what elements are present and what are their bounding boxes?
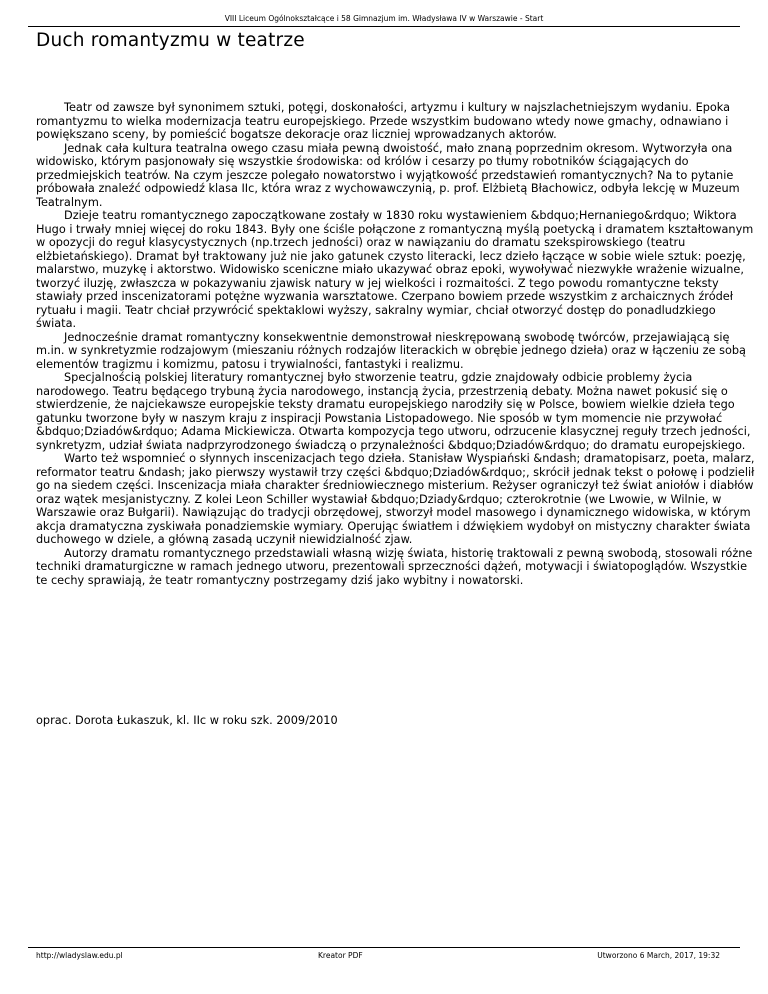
footer-divider [28,947,740,948]
article-paragraph: Jednocześnie dramat romantyczny konsekwentnie demonstrował nieskrępowaną swobodę twórców, przejawiającą się m.in. w synkretyzmie rodzajowym (mieszaniu różnych rodzajów literackich w obrębie jednego dzieła) oraz w łączeniu ze sobą elementów tragizmu i komizmu, patosu i trywialności, fantastyki i realizmu. [36,330,746,371]
article-paragraph: Specjalnością polskiej literatury romantycznej było stworzenie teatru, gdzie znajdowały odbicie problemy życia narodowego. Teatru będącego trybuną życia narodowego, instancją życia, przestrzenią debaty. Można nawet pokusić się o stwierdzenie, że najciekawsze europejskie teksty dramatu europejskiego narodziły się w Polsce, bowiem wielkie dzieła tego gatunku tworzone były w naszym kraju z inspiracji Powstania Listopadowego. Nie sposób w tym momencie nie przywołać &bdquo;Dziadów&rdquo; Adama Mickiewicza. Otwarta kompozycja tego utworu, odrzucenie klasycznej reguły trzech jedności, synkretyzm, udział świata nadprzyrodzonego świadczą o przynależności &bdquo;Dziadów&rdquo; do dramatu europejskiego. [36,371,751,452]
article-paragraph: Autorzy dramatu romantycznego przedstawiali własną wizję świata, historię traktowali z pewną swobodą, stosowali różne techniki dramaturgiczne w ramach jednego utworu, prezentowali sprzeczności dążeń, motywacji i światopoglądów. Wszystkie te cechy sprawiają, że teatr romantyczny postrzegamy dziś jako wybitny i nowatorski. [36,546,753,587]
page-title: Duch romantyzmu w teatrze [36,30,305,51]
article-paragraph: Jednak cała kultura teatralna owego czasu miała pewną dwoistość, mało znaną poprzednim okresom. Wytworzyła ona widowisko, którym pasjonowały się wszystkie środowiska: od królów i cesarzy po tłumy robotników ściągających do przedmiejskich teatrów. Na czym jeszcze polegało nowatorstwo i wyjątkowość przedstawień romantycznych? Na to pytanie próbowała znaleźć odpowiedź klasa IIc, która wraz z wychowawczynią, p. prof. Elżbietą Błachowicz, odbyła lekcję w Muzeum Teatralnym. [36,141,740,209]
footer-created-date: Utworzono 6 March, 2017, 19:32 [597,951,720,960]
article-paragraph: Dzieje teatru romantycznego zapoczątkowane zostały w 1830 roku wystawieniem &bdquo;Hernaniego&rdquo; Wiktora Hugo i trwały mniej więcej do roku 1843. Były one ściśle połączone z romantyczną myślą poetycką i dramatem kształtowanym w opozycji do reguł klasycystycznych (np.trzech jedności) oraz w nawiązaniu do dramatu szekspirowskiego (teatru elżbietańskiego). Dramat był traktowany już nie jako gatunek czysto literacki, lecz dzieło łączące w sobie wiele sztuk: poezję, malarstwo, muzykę i aktorstwo. Widowisko sceniczne miało ukazywać obraz epoki, wywoływać niezwykłe wrażenie wizualne, tworzyć iluzję, zwłaszcza w pokazywaniu zjawisk natury w jej wielkości i rozmaitości. Z tego powodu romantyczne teksty stawiały przed inscenizatorami potężne wyzwania warsztatowe. Czerpano bowiem przede wszystkim z archaicznych źródeł rytuału i magii. Teatr chciał przywrócić spektaklowi wyższy, sakralny wymiar, chciał otworzyć dostęp do ponadludzkiego świata. [36,209,754,330]
header-divider [28,26,740,27]
article-paragraph: Warto też wspomnieć o słynnych inscenizacjach tego dzieła. Stanisław Wyspiański &ndash; dramatopisarz, poeta, malarz, reformator teatru &ndash; jako pierwszy wystawił trzy części &bdquo;Dziadów&rdquo;, skrócił jednak tekst o połowę i podzielił go na siedem części. Inscenizacja miała charakter średniowiecznego misterium. Reżyser ograniczył też świat aniołów i diabłów oraz wątek mesjanistyczny. Z kolei Leon Schiller wystawiał &bdquo;Dziady&rdquo; czterokrotnie (we Lwowie, w Wilnie, w Warszawie oraz Bułgarii). Nawiązując do tradycji obrzędowej, stworzył model masowego i dynamicznego widowiska, w którym akcja dramatyczna zyskiwała ponadziemskie wymiary. Operując światłem i dźwiękiem wydobył on mistyczny charakter świata duchowego w dziele, a główną zasadą uczynił niewidzialność zjaw. [36,452,755,546]
footer-generator: Kreator PDF [318,951,363,960]
author-credit: oprac. Dorota Łukaszuk, kl. IIc w roku szk. 2009/2010 [36,714,338,727]
page-header: VIII Liceum Ogólnokształcące i 58 Gimnazjum im. Władysława IV w Warszawie - Start [224,14,544,23]
article-paragraph: Teatr od zawsze był synonimem sztuki, potęgi, doskonałości, artyzmu i kultury w najszlachetniejszym wydaniu. Epoka romantyzmu to wielka modernizacja teatru europejskiego. Przede wszystkim budowano wtedy nowe gmachy, odnawiano i powiększano sceny, by pomieścić bogatsze dekoracje oraz liczniej wprowadzanych aktorów. [36,101,731,141]
article-body [36,101,756,587]
footer-url[interactable]: http://wladyslaw.edu.pl [36,951,123,960]
